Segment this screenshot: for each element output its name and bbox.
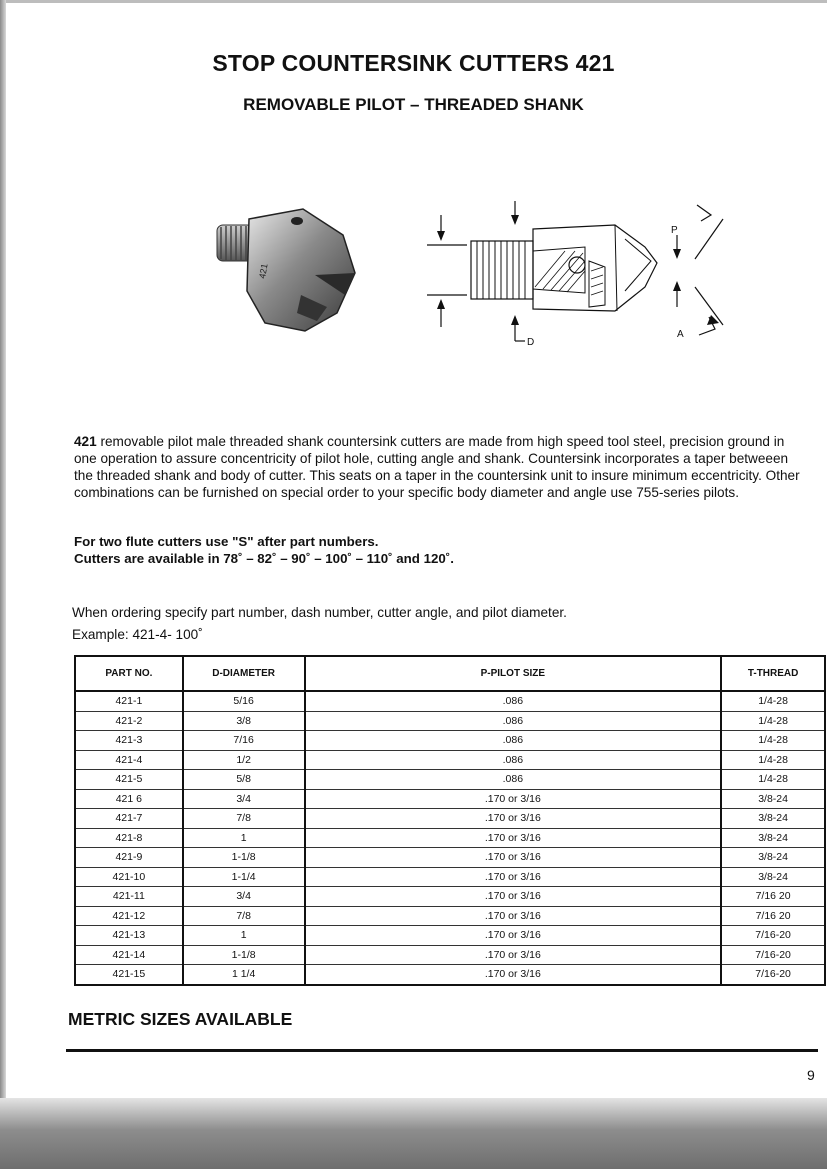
table-row	[75, 828, 825, 848]
cell-p-pilot-size: .170 or 3/16	[305, 906, 722, 926]
cell-part-no: 421-7	[75, 809, 183, 829]
cell-d-diameter: 5/8	[183, 770, 305, 790]
cell-p-pilot-size: .170 or 3/16	[305, 867, 722, 887]
cutter-notes	[74, 533, 794, 567]
cell-p-pilot-size: .170 or 3/16	[305, 809, 722, 829]
cell-t-thread: 1/4-28	[721, 731, 825, 751]
cell-p-pilot-size: .086	[305, 731, 722, 751]
cell-t-thread: 7/16-20	[721, 926, 825, 946]
angles-note: Cutters are available in 78˚ – 82˚ – 90˚ – 100˚ – 110˚ and 120˚.	[74, 551, 454, 566]
page-subtitle: REMOVABLE PILOT – THREADED SHANK	[243, 95, 584, 114]
cell-part-no: 421-1	[75, 691, 183, 711]
cell-d-diameter: 7/16	[183, 731, 305, 751]
cell-part-no: 421 6	[75, 789, 183, 809]
cell-t-thread: 7/16-20	[721, 965, 825, 985]
cell-t-thread: 3/8-24	[721, 789, 825, 809]
cell-part-no: 421-8	[75, 828, 183, 848]
footer-rule	[66, 1049, 818, 1052]
table-row	[75, 691, 825, 711]
table-row	[75, 926, 825, 946]
cell-t-thread: 3/8-24	[721, 809, 825, 829]
cell-t-thread: 3/8-24	[721, 828, 825, 848]
cell-part-no: 421-3	[75, 731, 183, 751]
cell-d-diameter: 7/8	[183, 906, 305, 926]
cell-d-diameter: 3/8	[183, 711, 305, 731]
cell-p-pilot-size: .170 or 3/16	[305, 887, 722, 907]
cell-p-pilot-size: .086	[305, 691, 722, 711]
cell-t-thread: 3/8-24	[721, 848, 825, 868]
table-row	[75, 867, 825, 887]
page-title: STOP COUNTERSINK CUTTERS 421	[212, 50, 615, 76]
table-row	[75, 789, 825, 809]
ordering-instruction: When ordering specify part number, dash number, cutter angle, and pilot diameter.	[72, 605, 567, 620]
cell-part-no: 421-5	[75, 770, 183, 790]
cell-part-no: 421-11	[75, 887, 183, 907]
cell-part-no: 421-2	[75, 711, 183, 731]
cutter-figure	[205, 195, 735, 355]
header-d-diameter: D-DIAMETER	[183, 656, 305, 691]
cell-t-thread: 1/4-28	[721, 711, 825, 731]
cell-part-no: 421-14	[75, 945, 183, 965]
table-row	[75, 965, 825, 985]
description-part-ref: 421	[74, 434, 97, 449]
cell-d-diameter: 3/4	[183, 887, 305, 907]
table-row	[75, 770, 825, 790]
table-row	[75, 887, 825, 907]
ordering-info	[72, 602, 792, 646]
header-part-no: PART NO.	[75, 656, 183, 691]
ordering-example: Example: 421-4- 100˚	[72, 627, 203, 642]
table-row	[75, 848, 825, 868]
metric-sizes-note: METRIC SIZES AVAILABLE	[68, 1009, 293, 1029]
figure-label-p: P	[671, 225, 678, 236]
table-row	[75, 906, 825, 926]
cell-t-thread: 7/16 20	[721, 906, 825, 926]
cell-part-no: 421-15	[75, 965, 183, 985]
cutter-photo	[217, 209, 355, 331]
cell-t-thread: 7/16-20	[721, 945, 825, 965]
cell-p-pilot-size: .170 or 3/16	[305, 926, 722, 946]
cell-p-pilot-size: .170 or 3/16	[305, 828, 722, 848]
page-number: 9	[807, 1067, 815, 1083]
cell-d-diameter: 1/2	[183, 750, 305, 770]
scan-edge-bottom	[0, 1098, 827, 1169]
cell-t-thread: 3/8-24	[721, 867, 825, 887]
cell-p-pilot-size: .086	[305, 770, 722, 790]
cell-d-diameter: 1-1/4	[183, 867, 305, 887]
cell-d-diameter: 5/16	[183, 691, 305, 711]
two-flute-note: For two flute cutters use "S" after part numbers.	[74, 534, 379, 549]
table-row	[75, 945, 825, 965]
header-p-pilot-size: P-PILOT SIZE	[305, 656, 722, 691]
cell-p-pilot-size: .170 or 3/16	[305, 965, 722, 985]
cell-p-pilot-size: .086	[305, 711, 722, 731]
cell-d-diameter: 1-1/8	[183, 945, 305, 965]
figure-label-d: D	[527, 337, 535, 348]
cell-part-no: 421-12	[75, 906, 183, 926]
cell-t-thread: 1/4-28	[721, 750, 825, 770]
cell-d-diameter: 1-1/8	[183, 848, 305, 868]
cell-part-no: 421-4	[75, 750, 183, 770]
description-paragraph	[74, 433, 809, 501]
cell-d-diameter: 1	[183, 828, 305, 848]
table-row	[75, 711, 825, 731]
cell-d-diameter: 1 1/4	[183, 965, 305, 985]
cell-t-thread: 7/16 20	[721, 887, 825, 907]
header-t-thread: T-THREAD	[721, 656, 825, 691]
cell-part-no: 421-13	[75, 926, 183, 946]
cell-p-pilot-size: .170 or 3/16	[305, 848, 722, 868]
cell-t-thread: 1/4-28	[721, 770, 825, 790]
table-header-row	[75, 656, 825, 691]
cutter-drawing	[427, 201, 723, 341]
cell-d-diameter: 7/8	[183, 809, 305, 829]
table-row	[75, 809, 825, 829]
parts-table	[74, 655, 826, 986]
table-row	[75, 731, 825, 751]
svg-text:421: 421	[257, 262, 270, 280]
table-row	[75, 750, 825, 770]
cell-p-pilot-size: .170 or 3/16	[305, 945, 722, 965]
scan-edge-left	[0, 0, 6, 1110]
description-text: removable pilot male threaded shank countersink cutters are made from high speed tool steel, precision ground in one operation to assure concentricity of pilot hole, cutting angle and shank. Countersink incorporates a taper betweeen the threaded shank and body of cutter. This seats on a taper in the countersink unit to insure minimum eccentricity. Other combinations can be furnished on special order to your specific body diameter and angle use 755-series pilots.	[74, 434, 800, 500]
scan-edge-top	[0, 0, 827, 3]
cell-d-diameter: 3/4	[183, 789, 305, 809]
cell-d-diameter: 1	[183, 926, 305, 946]
cell-part-no: 421-9	[75, 848, 183, 868]
cell-p-pilot-size: .170 or 3/16	[305, 789, 722, 809]
cell-t-thread: 1/4-28	[721, 691, 825, 711]
cell-p-pilot-size: .086	[305, 750, 722, 770]
cell-part-no: 421-10	[75, 867, 183, 887]
figure-label-a: A	[677, 329, 684, 340]
